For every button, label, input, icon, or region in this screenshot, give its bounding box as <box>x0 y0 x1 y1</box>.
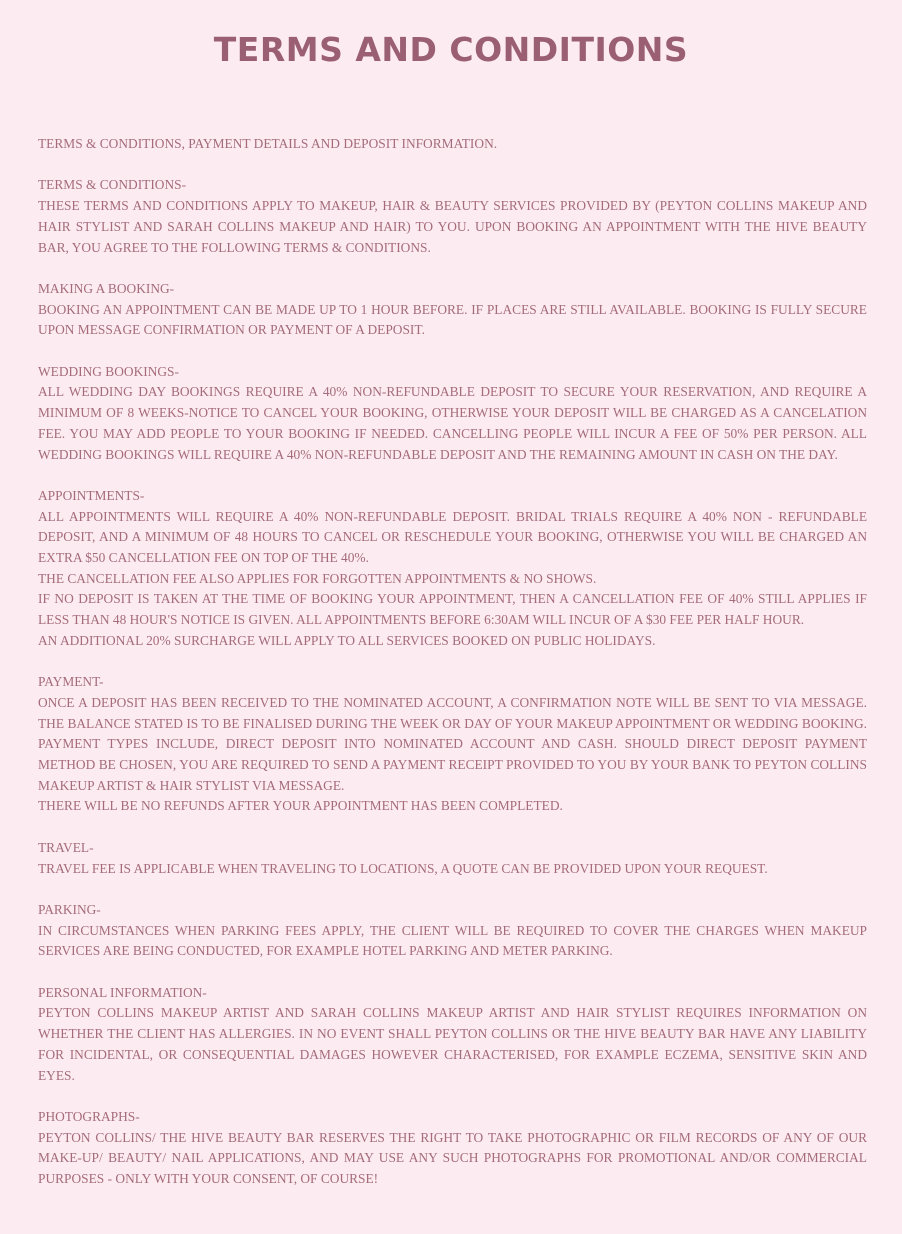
section-terms-conditions <box>38 175 867 258</box>
section-paragraph: ALL WEDDING DAY BOOKINGS REQUIRE A 40% NON-REFUNDABLE DEPOSIT TO SECURE YOUR RESERVATION, AND REQUIRE A MINIMUM OF 8 WEEKS-NOTICE TO CANCEL YOUR BOOKING, OTHERWISE YOUR DEPOSIT WILL BE CHARGED AS A CANCELATION FEE. YOU MAY ADD PEOPLE TO YOUR BOOKING IF NEEDED. CANCELLING PEOPLE WILL INCUR A FEE OF 50% PER PERSON. ALL WEDDING BOOKINGS WILL REQUIRE A 40% NON-REFUNDABLE DEPOSIT AND THE REMAINING AMOUNT IN CASH ON THE DAY. <box>38 384 867 462</box>
section-paragraph: IN CIRCUMSTANCES WHEN PARKING FEES APPLY, THE CLIENT WILL BE REQUIRED TO COVER THE CHARGES WHEN MAKEUP SERVICES ARE BEING CONDUCTED, FOR EXAMPLE HOTEL PARKING AND METER PARKING. <box>38 922 867 959</box>
section-paragraph: TRAVEL FEE IS APPLICABLE WHEN TRAVELING TO LOCATIONS, A QUOTE CAN BE PROVIDED UPON YOUR REQUEST. <box>38 860 768 876</box>
section-heading: PAYMENT- <box>38 674 104 690</box>
section-paragraph: ONCE A DEPOSIT HAS BEEN RECEIVED TO THE NOMINATED ACCOUNT, A CONFIRMATION NOTE WILL BE SENT TO VIA MESSAGE. THE BALANCE STATED IS TO BE FINALISED DURING THE WEEK OR DAY OF YOUR MAKEUP APPOINTMENT OR WEDDING BOOKING. PAYMENT TYPES INCLUDE, DIRECT DEPOSIT INTO NOMINATED ACCOUNT AND CASH. SHOULD DIRECT DEPOSIT PAYMENT METHOD BE CHOSEN, YOU ARE REQUIRED TO SEND A PAYMENT RECEIPT PROVIDED TO YOU BY YOUR BANK TO PEYTON COLLINS MAKEUP ARTIST & HAIR STYLIST VIA MESSAGE. <box>38 694 867 793</box>
section-photographs <box>38 1107 867 1190</box>
section-paragraph: THESE TERMS AND CONDITIONS APPLY TO MAKEUP, HAIR & BEAUTY SERVICES PROVIDED BY (PEYTON COLLINS MAKEUP AND HAIR STYLIST AND SARAH COLLINS MAKEUP AND HAIR) TO YOU. UPON BOOKING AN APPOINTMENT WITH THE HIVE BEAUTY BAR, YOU AGREE TO THE FOLLOWING TERMS & CONDITIONS. <box>38 198 867 255</box>
section-parking <box>38 900 867 962</box>
section-heading: APPOINTMENTS- <box>38 487 145 503</box>
section-heading: MAKING A BOOKING- <box>38 280 175 296</box>
section-paragraph: THE CANCELLATION FEE ALSO APPLIES FOR FORGOTTEN APPOINTMENTS & NO SHOWS. <box>38 570 597 586</box>
section-paragraph: AN ADDITIONAL 20% SURCHARGE WILL APPLY TO ALL SERVICES BOOKED ON PUBLIC HOLIDAYS. <box>38 632 656 648</box>
intro-text: TERMS & CONDITIONS, PAYMENT DETAILS AND DEPOSIT INFORMATION. <box>38 136 498 151</box>
section-heading: WEDDING BOOKINGS- <box>38 363 179 379</box>
section-heading: PARKING- <box>38 901 101 917</box>
section-heading: PERSONAL INFORMATION- <box>38 984 207 1000</box>
section-paragraph: PEYTON COLLINS MAKEUP ARTIST AND SARAH COLLINS MAKEUP ARTIST AND HAIR STYLIST REQUIRES INFORMATION ON WHETHER THE CLIENT HAS ALLERGIES. IN NO EVENT SHALL PEYTON COLLINS OR THE HIVE BEAUTY BAR HAVE ANY LIABILITY FOR INCIDENTAL, OR CONSEQUENTIAL DAMAGES HOWEVER CHARACTERISED, FOR EXAMPLE ECZEMA, SENSITIVE SKIN AND EYES. <box>38 1005 867 1083</box>
page-title: TERMS AND CONDITIONS <box>213 30 689 69</box>
section-paragraph: ALL APPOINTMENTS WILL REQUIRE A 40% NON-REFUNDABLE DEPOSIT. BRIDAL TRIALS REQUIRE A 40% NON - REFUNDABLE DEPOSIT, AND A MINIMUM OF 48 HOURS TO CANCEL OR RESCHEDULE YOUR BOOKING, OTHERWISE YOU WILL BE CHARGED AN EXTRA $50 CANCELLATION FEE ON TOP OF THE 40%. <box>38 508 867 565</box>
section-heading: PHOTOGRAPHS- <box>38 1108 140 1124</box>
section-paragraph: PEYTON COLLINS/ THE HIVE BEAUTY BAR RESERVES THE RIGHT TO TAKE PHOTOGRAPHIC OR FILM RECORDS OF ANY OF OUR MAKE-UP/ BEAUTY/ NAIL APPLICATIONS, AND MAY USE ANY SUCH PHOTOGRAPHS FOR PROMOTIONAL AND/OR COMMERCIAL PURPOSES - ONLY WITH YOUR CONSENT, OF COURSE! <box>38 1129 867 1187</box>
section-paragraph: BOOKING AN APPOINTMENT CAN BE MADE UP TO 1 HOUR BEFORE. IF PLACES ARE STILL AVAILABLE. BOOKING IS FULLY SECURE UPON MESSAGE CONFIRMATION OR PAYMENT OF A DEPOSIT. <box>38 301 867 338</box>
section-heading: TERMS & CONDITIONS- <box>38 177 187 193</box>
section-travel <box>38 838 867 879</box>
section-personal-information <box>38 983 867 1087</box>
section-paragraph: IF NO DEPOSIT IS TAKEN AT THE TIME OF BOOKING YOUR APPOINTMENT, THEN A CANCELLATION FEE OF 40% STILL APPLIES IF LESS THAN 48 HOUR'S NOTICE IS GIVEN. ALL APPOINTMENTS BEFORE 6:30AM WILL INCUR OF A $30 FEE PER HALF HOUR. <box>38 591 867 628</box>
section-appointments <box>38 486 867 652</box>
section-heading: TRAVEL- <box>38 839 94 855</box>
section-making-a-booking <box>38 279 867 341</box>
section-paragraph: THERE WILL BE NO REFUNDS AFTER YOUR APPOINTMENT HAS BEEN COMPLETED. <box>38 798 563 814</box>
terms-content <box>38 134 867 1210</box>
section-payment <box>38 672 867 817</box>
section-wedding-bookings <box>38 362 867 466</box>
